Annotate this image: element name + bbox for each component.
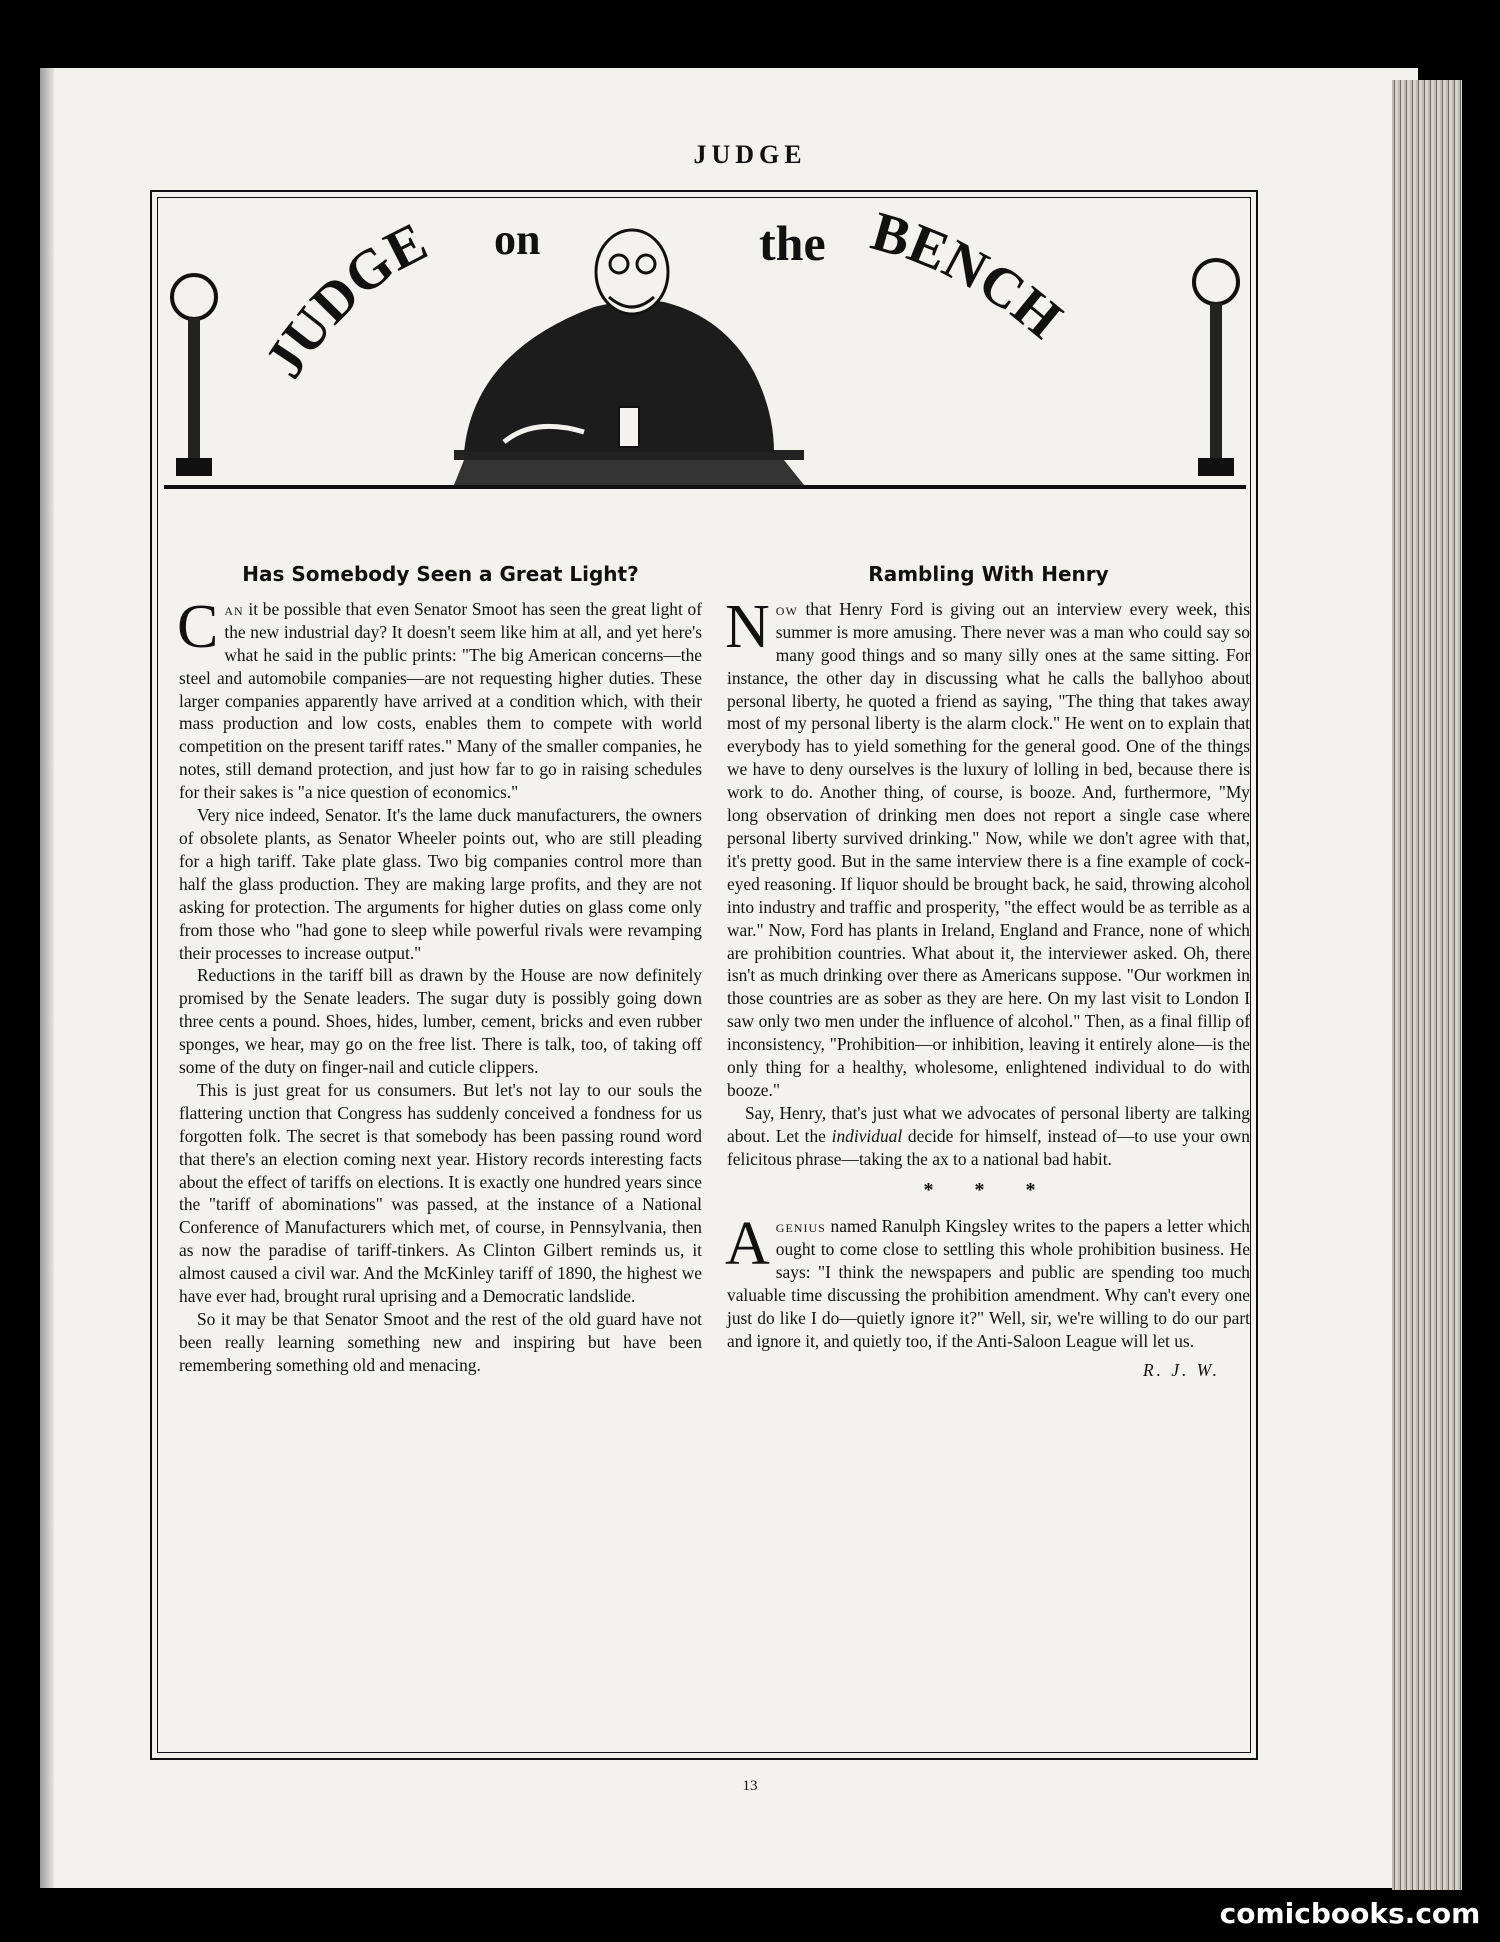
emphasis: individual (831, 1125, 903, 1146)
drop-cap: C (177, 592, 219, 661)
article-left (179, 563, 702, 1377)
watermark: comicbooks.com (1212, 1894, 1488, 1934)
lead-in: ow (775, 598, 798, 619)
banner-word-the: the (759, 215, 826, 271)
banner-word-on: on (494, 215, 541, 264)
article-paragraph (727, 1102, 1250, 1171)
bench-floor-line (164, 485, 1246, 489)
page-number: 13 (742, 1778, 758, 1794)
lead-in: genius (775, 1216, 826, 1237)
article-paragraph (725, 592, 1250, 1102)
running-head: JUDGE (693, 140, 807, 169)
section-divider: * * * (923, 1178, 1054, 1201)
article-paragraph: Very nice indeed, Senator. It's the lame duck manufacturers, the owners of obsolete plants, as Senator Wheeler points out, who are still pleading for a high tariff. Take plate glass. Two big companies control more than half the glass production. They are making large profits, and they are not asking for protection. The arguments for higher duties on glass come only from those who "had gone to sleep while powerful rivals were revamping their processes to increase output." (179, 805, 702, 963)
lead-in: an (224, 598, 244, 619)
paragraph-text: named Ranulph Kingsley writes to the papers a letter which ought to come close to settling this whole prohibition business. He says: "I think the newspapers and public are spending too much valuable time discussing the prohibition amendment. Why can't every one just do like I do—quietly ignore it?" Well, sir, we're willing to do our part and ignore it, and quietly too, if the Anti-Saloon League will let us. (727, 1216, 1250, 1351)
article-paragraph (725, 1210, 1250, 1352)
right-lamp-icon (1194, 260, 1238, 476)
banner-word-bench: BENCH (864, 202, 1074, 351)
article-right (727, 563, 1250, 1382)
paragraph-text: that Henry Ford is giving out an interview every week, this summer is more amusing. There never was a man who could say so many good things and so many silly ones at the same sitting. For instance, the other day in discussing what he calls the ballyhoo about personal liberty, he quoted a friend as saying, "The thing that takes away most of my personal liberty is the alarm clock." He went on to explain that everybody has to yield something for the general good. One of the things we have to deny ourselves is the luxury of lolling in bed, because there is work to do. Another thing, of course, is booze. And, furthermore, "My long observation of drinking men does not report a single case where personal liberty survived drinking." Now, while we don't agree with that, it's pretty good. But in the same interview there is a fine example of cock-eyed reasoning. If liquor should be brought back, he said, throwing alcohol into industry and traffic and prosperity, "the effect would be as terrible as a war." Now, Ford has plants in Ireland, England and France, none of which are prohibition countries. What about it, the interviewer asked. Oh, there isn't as much drinking over there as Americans suppose. "Our workmen in those countries are as sober as they are here. On my last visit to London I saw only two men under the influence of alcohol." Then, as a final fillip of inconsistency, "Prohibition—or inhibition, leaving it entirely alone—is the only thing for a healthy, wholesome, enlightened individual to do with booze." (727, 598, 1250, 1100)
judge-bench-illustration (164, 202, 1246, 502)
author-signature: R. J. W. (1143, 1359, 1220, 1380)
drop-cap: A (725, 1210, 770, 1279)
article-title: Rambling With Henry (868, 562, 1109, 586)
paragraph-text: it be possible that even Senator Smoot has seen the great light of the new industrial day? It doesn't seem like him at all, and yet here's what he said in the public prints: "The big American concerns—the steel and automobile companies—are not requesting higher duties. These larger companies apparently have arrived at a condition which, with their mass production and low costs, enables them to compete with world competition on the present tariff rates." Many of the smaller companies, he notes, still demand protection, and just how far to go in raising schedules for their sakes is "a nice question of economics." (179, 598, 702, 803)
paragraph-text: decide for himself, instead of—to use your own felicitous phrase—taking the ax to a national bad habit. (727, 1125, 1251, 1169)
book-page-edges (1392, 80, 1462, 1890)
banner-word-judge: JUDGE (253, 210, 437, 389)
drop-cap: N (725, 592, 770, 661)
paragraph-text: Say, Henry, that's just what we advocates of personal liberty are talking about. Let the (727, 1102, 1250, 1146)
left-lamp-icon (172, 275, 216, 476)
masthead-illustration (164, 202, 1246, 502)
left-page-edge (40, 68, 54, 1888)
article-title: Has Somebody Seen a Great Light? (242, 562, 639, 586)
article-paragraph: This is just great for us consumers. But let's not lay to our souls the flattering unction that Congress has suddenly conceived a fondness for us forgotten folk. The secret is that somebody has been passing round word that there's an election coming next year. History records interesting facts about the effect of tariffs on elections. It is exactly one hundred years since the "tariff of abominations" was passed, at the instance of a National Conference of Manufacturers which met, of course, in Pennsylvania, then as now the paradise of tariff-tinkers. As Clinton Gilbert reminds us, it almost caused a civil war. And the McKinley tariff of 1890, the highest we have ever had, brought rural uprising and a Democratic landslide. (179, 1079, 702, 1307)
article-paragraph (177, 592, 702, 804)
article-paragraph: So it may be that Senator Smoot and the rest of the old guard have not been really learning something new and inspiring but have been remembering something old and menacing. (179, 1309, 702, 1375)
article-paragraph: Reductions in the tariff bill as drawn by the House are now definitely promised by the Senate leaders. The sugar duty is possibly going down three cents a pound. Shoes, hides, lumber, cement, bricks and even rubber sponges, we hear, may go on the free list. There is talk, too, of taking off some of the duty on finger-nail and cuticle clippers. (179, 965, 702, 1078)
